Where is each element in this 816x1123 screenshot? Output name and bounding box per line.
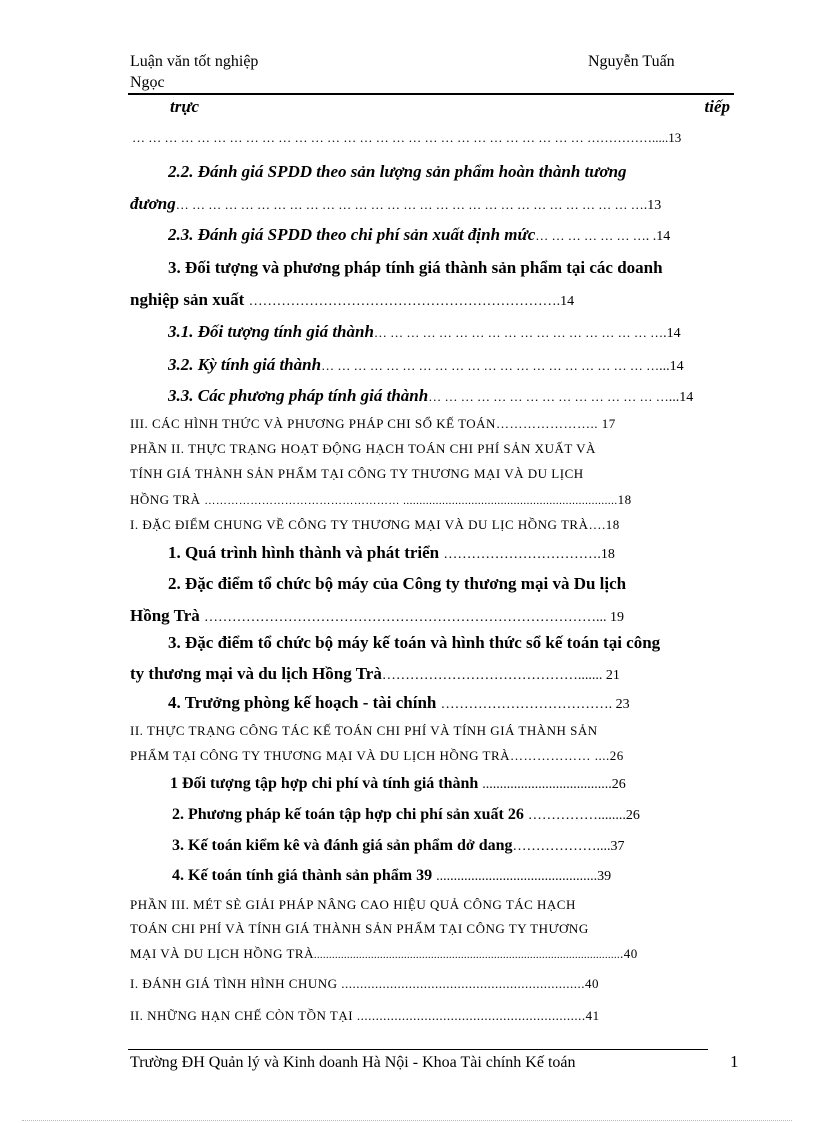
- toc-page-number: ..........26: [576, 777, 626, 792]
- toc-page-number: . 23: [608, 697, 630, 712]
- toc-page-number: ...14: [659, 359, 684, 374]
- toc-entry: [168, 258, 736, 278]
- toc-part: [130, 492, 736, 508]
- toc-section: [130, 1008, 736, 1024]
- toc-entry-title: 3.1. Đối tượng tính giá thành: [168, 322, 374, 341]
- toc-line-continuation: [170, 97, 730, 117]
- toc-entry: [172, 867, 736, 885]
- toc-entry-title: I. ĐẶC ĐIỂM CHUNG VỀ CÔNG TY THƯƠNG MẠI VÀ DU LỊC HỒNG TRÀ: [130, 517, 589, 532]
- toc-leader: … … … … … … … … … … … … … … … … … … … … … … … … … … … … ……………: [132, 130, 652, 145]
- toc-leader: … … … … … … …: [535, 228, 646, 243]
- toc-part: [130, 946, 736, 962]
- toc-leader: ...........................: [482, 777, 577, 792]
- footer-institution: Trường ĐH Quản lý và Kinh doanh Hà Nội - Khoa Tài chính Kế toán: [130, 1054, 576, 1071]
- toc-entry: [168, 322, 736, 342]
- toc-entry-title: ty thương mại và du lịch Hồng Trà: [130, 664, 382, 683]
- toc-leader: ……………………………………..: [381, 668, 585, 683]
- toc-entry: [172, 806, 736, 824]
- toc-page-number: 39: [597, 869, 612, 884]
- toc-entry: [168, 355, 736, 375]
- toc-entry-title: PHẨM TẠI CÔNG TY THƯƠNG MẠI VÀ DU LỊCH HỒNG TRÀ: [130, 748, 511, 763]
- toc-entry: [168, 386, 736, 406]
- toc-page-number: 40: [585, 976, 600, 991]
- toc-leader: …………………………………………… ..................................................................: [204, 495, 618, 507]
- toc-section: [130, 517, 736, 533]
- toc-entry: [168, 225, 736, 245]
- toc-page-number: ...37: [600, 839, 625, 854]
- toc-leader: ..............................................: [436, 869, 598, 884]
- toc-entry-title: 3. Đối tượng và phương pháp tính giá thành sản phẩm tại các doanh: [168, 258, 663, 277]
- toc-entry: [168, 162, 733, 182]
- toc-page-number: 18: [617, 492, 632, 507]
- toc-entry-title: II. THỰC TRẠNG CÔNG TÁC KẾ TOÁN CHI PHÍ VÀ TÍNH GIÁ THÀNH SẢN: [130, 723, 598, 738]
- header-author-continuation: Ngọc: [130, 74, 165, 91]
- toc-dots-line: [132, 130, 732, 146]
- toc-leader: … … … … … … … … … … … … … … … … … … … … …: [321, 358, 660, 373]
- toc-page-number: .18: [601, 517, 620, 532]
- toc-leader: ………………….: [495, 416, 595, 431]
- toc-page-number: .18: [597, 547, 615, 562]
- toc-entry: [168, 693, 736, 713]
- toc-page-number: 26: [625, 808, 640, 823]
- toc-leader: ……………….: [512, 839, 600, 854]
- toc-page-number: ...14: [668, 390, 694, 405]
- toc-entry-title: PHẦN II. THỰC TRẠNG HOẠT ĐỘNG HẠCH TOÁN CHI PHÍ SẢN XUẤT VÀ: [130, 441, 596, 456]
- toc-leader: …………………………………………………………: [248, 294, 557, 309]
- toc-entry-title: PHẦN III. MÉT SÈ GIẢI PHÁP NÂNG CAO HIỆU QUẢ CÔNG TÁC HẠCH: [130, 897, 576, 912]
- toc-entry-title: Hồng Trà: [130, 606, 200, 625]
- toc-entry-title: 3. Kế toán kiểm kê và đánh giá sản phẩm dở dang: [172, 837, 513, 854]
- toc-page-number: .26: [606, 748, 624, 763]
- toc-word-right: tiếp: [704, 97, 730, 116]
- toc-entry-title: 3.2. Kỳ tính giá thành: [168, 355, 322, 374]
- toc-leader: ……………........: [527, 808, 626, 823]
- toc-entry: [130, 290, 736, 310]
- toc-leader: .................................................................: [341, 976, 586, 991]
- toc-leader: .............................................................: [356, 1008, 586, 1023]
- toc-entry-title: 2.2. Đánh giá SPDD theo sản lượng sản phẩm hoàn thành tương: [168, 162, 627, 181]
- toc-entry-title: nghiệp sản xuất: [130, 290, 245, 309]
- toc-part: [130, 921, 736, 937]
- toc-entry-title: MẠI VÀ DU LỊCH HỒNG TRÀ: [130, 946, 314, 961]
- toc-page-number: .40: [620, 946, 638, 961]
- toc-leader: …………………………………………………………………………: [204, 610, 596, 625]
- toc-section: [130, 748, 736, 764]
- toc-entry: [130, 606, 736, 626]
- toc-section: [130, 416, 736, 432]
- toc-leader: ……………………………: [443, 547, 598, 562]
- toc-entry-title: I. ĐÁNH GIÁ TÌNH HÌNH CHUNG: [130, 976, 338, 991]
- toc-entry-title: TOÁN CHI PHÍ VÀ TÍNH GIÁ THÀNH SẢN PHẨM TẠI CÔNG TY THƯƠNG: [130, 921, 589, 936]
- toc-entry: [168, 633, 736, 653]
- toc-leader: … … … … … … … … … … … … … … … … … … … … … … … … … … … … …: [175, 197, 644, 212]
- toc-entry-title: 2.3. Đánh giá SPDD theo chi phí sản xuất định mức: [168, 225, 536, 244]
- page-break-line: [22, 1120, 792, 1121]
- toc-entry-title: 3. Đặc điểm tổ chức bộ máy kế toán và hình thức sổ kế toán tại công: [168, 633, 661, 652]
- toc-entry-title: TÍNH GIÁ THÀNH SẢN PHẨM TẠI CÔNG TY THƯƠNG MẠI VÀ DU LỊCH: [130, 466, 584, 481]
- toc-part: [130, 466, 736, 482]
- toc-page-number: 41: [585, 1008, 600, 1023]
- toc-part: [130, 897, 736, 913]
- toc-page-number: ... 19: [596, 610, 624, 625]
- header-author: Nguyễn Tuấn: [588, 53, 675, 70]
- toc-page-number: . .14: [645, 229, 671, 244]
- toc-entry-title: đương: [130, 194, 176, 213]
- toc-page-number: .14: [556, 294, 575, 309]
- toc-section: [130, 723, 736, 739]
- toc-entry-title: HỒNG TRÀ: [130, 492, 201, 507]
- toc-entry: [168, 574, 736, 594]
- toc-leader: ………………………………: [440, 697, 609, 712]
- toc-leader: ……………… ...: [510, 748, 607, 763]
- toc-entry: [168, 543, 736, 563]
- header-left-title: Luận văn tốt nghiệp: [130, 53, 259, 70]
- footer-page-number: 1: [730, 1052, 739, 1071]
- toc-entry-title: 4. Trưởng phòng kế hoạch - tài chính: [168, 693, 437, 712]
- toc-word-left: trực: [170, 97, 200, 116]
- footer-rule: [128, 1049, 708, 1050]
- toc-entry-title: 1 Đối tượng tập hợp chi phí và tính giá thành: [170, 775, 479, 792]
- toc-entry-title: 2. Đặc điểm tổ chức bộ máy của Công ty thương mại và Du lịch: [168, 574, 627, 593]
- toc-entry: [170, 775, 736, 793]
- toc-page-number: .13: [643, 198, 662, 213]
- toc-part: [130, 441, 736, 457]
- toc-page-number: .....13: [652, 130, 682, 145]
- toc-leader: ......................................................................................................: [314, 950, 620, 961]
- header-rule: [128, 93, 734, 95]
- toc-page-number: ..... 21: [584, 668, 620, 683]
- toc-page-number: . 17: [594, 416, 616, 431]
- toc-entry-title: 2. Phương pháp kế toán tập hợp chi phí sản xuất 26: [172, 806, 524, 823]
- toc-entry-title: III. CÁC HÌNH THỨC VÀ PHƯƠNG PHÁP CHI SỔ KẾ TOÁN: [130, 416, 496, 431]
- toc-entry-title: II. NHỮNG HẠN CHẾ CÒN TỒN TẠI: [130, 1008, 354, 1023]
- toc-section: [130, 976, 736, 992]
- toc-entry-title: 4. Kế toán tính giá thành sản phẩm 39: [172, 867, 433, 884]
- toc-entry: [130, 664, 736, 684]
- toc-page-number: .14: [663, 326, 681, 341]
- toc-leader: … … … … … … … … … … … … … … … … … …: [373, 325, 664, 340]
- toc-entry-title: 1. Quá trình hình thành và phát triển: [168, 543, 440, 562]
- toc-leader: … … … … … … … … … … … … … … …: [428, 389, 669, 404]
- toc-entry-title: 3.3. Các phương pháp tính giá thành: [168, 386, 429, 405]
- toc-entry: [130, 194, 735, 214]
- toc-entry: [172, 837, 736, 855]
- toc-leader: …: [588, 517, 602, 532]
